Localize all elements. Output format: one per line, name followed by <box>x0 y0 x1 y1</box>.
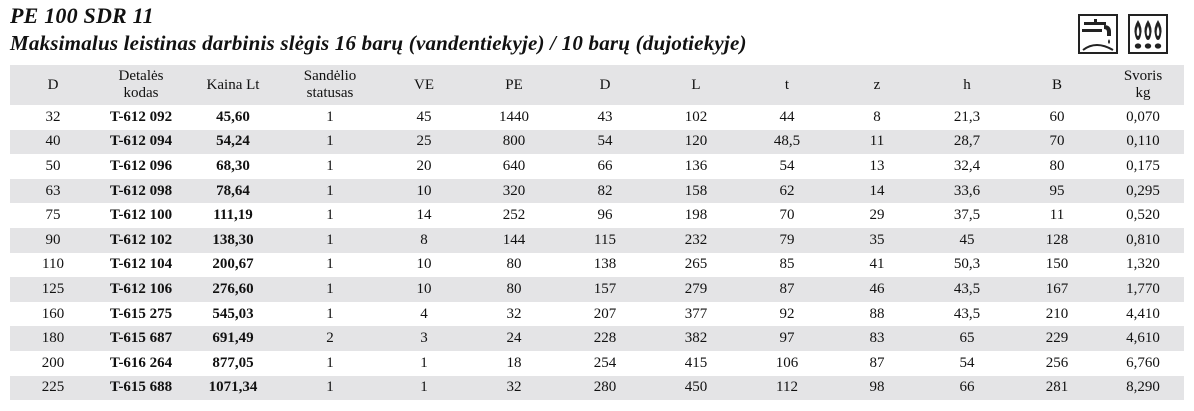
table-cell: 207 <box>593 305 617 322</box>
table-cell: 1 <box>326 133 334 150</box>
table-cell: 80 <box>506 280 522 297</box>
table-cell: 54 <box>779 157 795 174</box>
table-cell: 43,5 <box>953 305 981 322</box>
table-cell: 198 <box>684 207 708 224</box>
table-cell: 180 <box>41 330 65 347</box>
table-cell: 66 <box>597 157 613 174</box>
table-cell: 228 <box>593 330 617 347</box>
table-cell: T-612 102 <box>109 231 173 248</box>
table-cell: 45,60 <box>216 108 250 125</box>
column-header <box>742 65 832 105</box>
column-header-text: t <box>784 76 790 93</box>
table-cell: 48,5 <box>773 133 801 150</box>
table-cell: 382 <box>684 330 708 347</box>
usage-icons <box>1078 14 1168 54</box>
gas-flame-icon <box>1128 14 1168 54</box>
table-cell: 70 <box>779 207 795 224</box>
table-cell: 1 <box>326 305 334 322</box>
table-cell: 281 <box>1045 379 1069 396</box>
table-cell: 44 <box>779 108 795 125</box>
column-header-text: kodas <box>123 85 159 101</box>
column-header <box>380 65 468 105</box>
table-cell: 62 <box>779 182 795 199</box>
column-header <box>186 65 280 105</box>
table-cell: 3 <box>420 330 428 347</box>
table-cell: 90 <box>45 231 61 248</box>
table-row <box>10 105 1184 130</box>
table-cell: 128 <box>1045 231 1069 248</box>
column-header-text: statusas <box>306 85 354 101</box>
table-cell: 32 <box>506 305 522 322</box>
table-row <box>10 228 1184 253</box>
table-cell: 14 <box>416 207 432 224</box>
table-cell: 415 <box>684 354 708 371</box>
table-cell: T-612 100 <box>109 207 173 224</box>
table-cell: 280 <box>593 379 617 396</box>
table-cell: 138,30 <box>212 231 254 248</box>
table-cell: 0,295 <box>1126 182 1160 199</box>
table-cell: 21,3 <box>953 108 981 125</box>
table-cell: 167 <box>1045 280 1069 297</box>
table-cell: 0,070 <box>1126 108 1160 125</box>
table-cell: 33,6 <box>953 182 981 199</box>
table-cell: 229 <box>1045 330 1069 347</box>
column-header <box>468 65 560 105</box>
column-header-text: PE <box>505 76 523 93</box>
table-cell: 88 <box>869 305 885 322</box>
table-cell: 112 <box>776 379 798 396</box>
table-cell: 54 <box>597 133 613 150</box>
table-cell: 1 <box>326 354 334 371</box>
column-header <box>10 65 96 105</box>
table-cell: 45 <box>959 231 975 248</box>
column-header <box>1102 65 1184 105</box>
table-cell: 20 <box>416 157 432 174</box>
column-header-text: D <box>47 76 59 93</box>
table-row <box>10 376 1184 401</box>
table-cell: 87 <box>779 280 795 297</box>
column-header-text: Svoris <box>1123 68 1163 84</box>
table-cell: 82 <box>597 182 613 199</box>
column-header <box>560 65 650 105</box>
column-header-text: Detalės <box>118 68 164 84</box>
table-cell: 95 <box>1049 182 1065 199</box>
table-cell: 46 <box>869 280 885 297</box>
table-cell: 254 <box>593 354 617 371</box>
table-cell: 80 <box>1049 157 1065 174</box>
table-cell: 256 <box>1045 354 1069 371</box>
column-header <box>96 65 186 105</box>
table-cell: 1,770 <box>1126 280 1160 297</box>
table-cell: 66 <box>959 379 975 396</box>
table-cell: 8,290 <box>1126 379 1160 396</box>
column-header-text: kg <box>1135 85 1151 101</box>
table-cell: 150 <box>1045 256 1069 273</box>
water-tap-icon <box>1078 14 1118 54</box>
table-cell: T-612 092 <box>109 108 173 125</box>
table-cell: 144 <box>502 231 526 248</box>
table-cell: 10 <box>416 256 432 273</box>
table-cell: 1071,34 <box>208 379 258 396</box>
table-cell: 265 <box>684 256 708 273</box>
table-cell: 37,5 <box>953 207 981 224</box>
table-cell: 1 <box>326 231 334 248</box>
table-cell: 200 <box>41 354 65 371</box>
table-row <box>10 203 1184 228</box>
table-cell: 45 <box>416 108 432 125</box>
table-row <box>10 302 1184 327</box>
table-cell: 4,410 <box>1126 305 1160 322</box>
table-row <box>10 277 1184 302</box>
column-header-text: B <box>1051 76 1062 93</box>
table-cell: 32 <box>45 108 61 125</box>
table-cell: 2 <box>326 330 334 347</box>
column-header <box>832 65 922 105</box>
table-cell: T-612 094 <box>109 133 173 150</box>
table-cell: T-615 275 <box>109 305 173 322</box>
table-cell: 60 <box>1049 108 1065 125</box>
table-cell: 13 <box>869 157 885 174</box>
table-row <box>10 253 1184 278</box>
table-cell: 450 <box>684 379 708 396</box>
table-cell: 232 <box>684 231 708 248</box>
table-cell: 98 <box>869 379 885 396</box>
table-cell: 18 <box>506 354 522 371</box>
table-cell: 75 <box>45 207 61 224</box>
table-cell: 11 <box>869 133 885 150</box>
column-header-text: z <box>873 76 881 93</box>
table-cell: 54,24 <box>216 133 250 150</box>
table-cell: 70 <box>1049 133 1065 150</box>
table-cell: 1 <box>420 354 428 371</box>
column-header <box>922 65 1012 105</box>
table-cell: 252 <box>502 207 526 224</box>
table-cell: 136 <box>684 157 708 174</box>
table-cell: 0,520 <box>1126 207 1160 224</box>
table-cell: 8 <box>873 108 881 125</box>
table-row <box>10 351 1184 376</box>
table-cell: 32,4 <box>953 157 981 174</box>
table-cell: 29 <box>869 207 885 224</box>
table-cell: 106 <box>775 354 799 371</box>
table-cell: 1 <box>326 256 334 273</box>
page-title: PE 100 SDR 11 <box>10 3 154 28</box>
table-cell: 125 <box>41 280 65 297</box>
column-header <box>1012 65 1102 105</box>
table-cell: 4 <box>420 305 428 322</box>
table-cell: 276,60 <box>212 280 254 297</box>
table-cell: 14 <box>869 182 885 199</box>
table-cell: 115 <box>594 231 616 248</box>
table-cell: 35 <box>869 231 885 248</box>
table-cell: 640 <box>502 157 526 174</box>
table-cell: 68,30 <box>216 157 250 174</box>
table-cell: 50 <box>45 157 61 174</box>
table-cell: 691,49 <box>212 330 254 347</box>
table-cell: T-615 688 <box>109 379 173 396</box>
column-header-text: Sandėlio <box>303 68 357 84</box>
table-cell: T-612 106 <box>109 280 173 297</box>
table-cell: 65 <box>959 330 975 347</box>
table-cell: 40 <box>45 133 61 150</box>
table-cell: 138 <box>593 256 617 273</box>
table-cell: 1 <box>326 280 334 297</box>
table-cell: 43,5 <box>953 280 981 297</box>
table-cell: 83 <box>869 330 885 347</box>
table-cell: 0,175 <box>1126 157 1160 174</box>
table-cell: 54 <box>959 354 975 371</box>
page-subtitle: Maksimalus leistinas darbinis slėgis 16 barų (vandentiekyje) / 10 barų (dujotiekyje) <box>10 31 747 55</box>
table-cell: 160 <box>41 305 65 322</box>
table-cell: 877,05 <box>212 354 254 371</box>
table-cell: T-612 104 <box>109 256 173 273</box>
table-cell: 1 <box>326 157 334 174</box>
table-cell: 11 <box>1049 207 1065 224</box>
table-cell: 110 <box>42 256 64 273</box>
table-cell: 85 <box>779 256 795 273</box>
table-header-row <box>10 65 1184 105</box>
table-cell: 63 <box>45 182 61 199</box>
table-cell: 102 <box>684 108 708 125</box>
table-cell: 1 <box>326 379 334 396</box>
table-cell: 8 <box>420 231 428 248</box>
table-cell: 1 <box>420 379 428 396</box>
table-cell: 377 <box>684 305 708 322</box>
table-cell: 28,7 <box>953 133 981 150</box>
table-cell: 279 <box>684 280 708 297</box>
table-cell: 1440 <box>499 108 529 125</box>
column-header-text: h <box>963 76 971 93</box>
table-cell: 1 <box>326 108 334 125</box>
table-cell: 79 <box>779 231 795 248</box>
table-cell: 0,810 <box>1126 231 1160 248</box>
table-cell: 545,03 <box>212 305 254 322</box>
table-cell: 4,610 <box>1126 330 1160 347</box>
table-cell: 43 <box>597 108 613 125</box>
table-cell: 97 <box>779 330 795 347</box>
column-header <box>280 65 380 105</box>
table-cell: 210 <box>1045 305 1069 322</box>
column-header-text: D <box>599 76 611 93</box>
table-cell: 50,3 <box>953 256 981 273</box>
table-cell: 32 <box>506 379 522 396</box>
table-cell: 24 <box>506 330 522 347</box>
table-cell: 120 <box>684 133 708 150</box>
column-header <box>650 65 742 105</box>
table-cell: 10 <box>416 182 432 199</box>
table-row <box>10 326 1184 351</box>
table-cell: 1 <box>326 182 334 199</box>
table-cell: 6,760 <box>1126 354 1160 371</box>
table-cell: 158 <box>684 182 708 199</box>
table-cell: 800 <box>502 133 526 150</box>
table-row <box>10 179 1184 204</box>
table-cell: T-615 687 <box>109 330 173 347</box>
column-header-text: L <box>691 76 701 93</box>
table-cell: T-616 264 <box>109 354 173 371</box>
table-cell: 92 <box>779 305 795 322</box>
table-cell: 157 <box>593 280 617 297</box>
table-cell: 111,19 <box>213 207 253 224</box>
table-cell: 78,64 <box>216 182 250 199</box>
table-cell: 87 <box>869 354 885 371</box>
table-cell: 1 <box>326 207 334 224</box>
table-cell: 225 <box>41 379 65 396</box>
table-row <box>10 154 1184 179</box>
table-cell: 96 <box>597 207 613 224</box>
table-cell: 10 <box>416 280 432 297</box>
product-table <box>10 65 1184 400</box>
table-cell: 41 <box>869 256 885 273</box>
table-cell: 200,67 <box>212 256 254 273</box>
column-header-text: Kaina Lt <box>206 76 260 93</box>
table-cell: 25 <box>416 133 432 150</box>
table-cell: 1,320 <box>1126 256 1160 273</box>
column-header-text: VE <box>414 76 434 93</box>
table-cell: T-612 098 <box>109 182 173 199</box>
table-cell: 80 <box>506 256 522 273</box>
table-cell: 0,110 <box>1126 133 1160 150</box>
table-row <box>10 130 1184 155</box>
table-cell: 320 <box>502 182 526 199</box>
table-cell: T-612 096 <box>109 157 173 174</box>
